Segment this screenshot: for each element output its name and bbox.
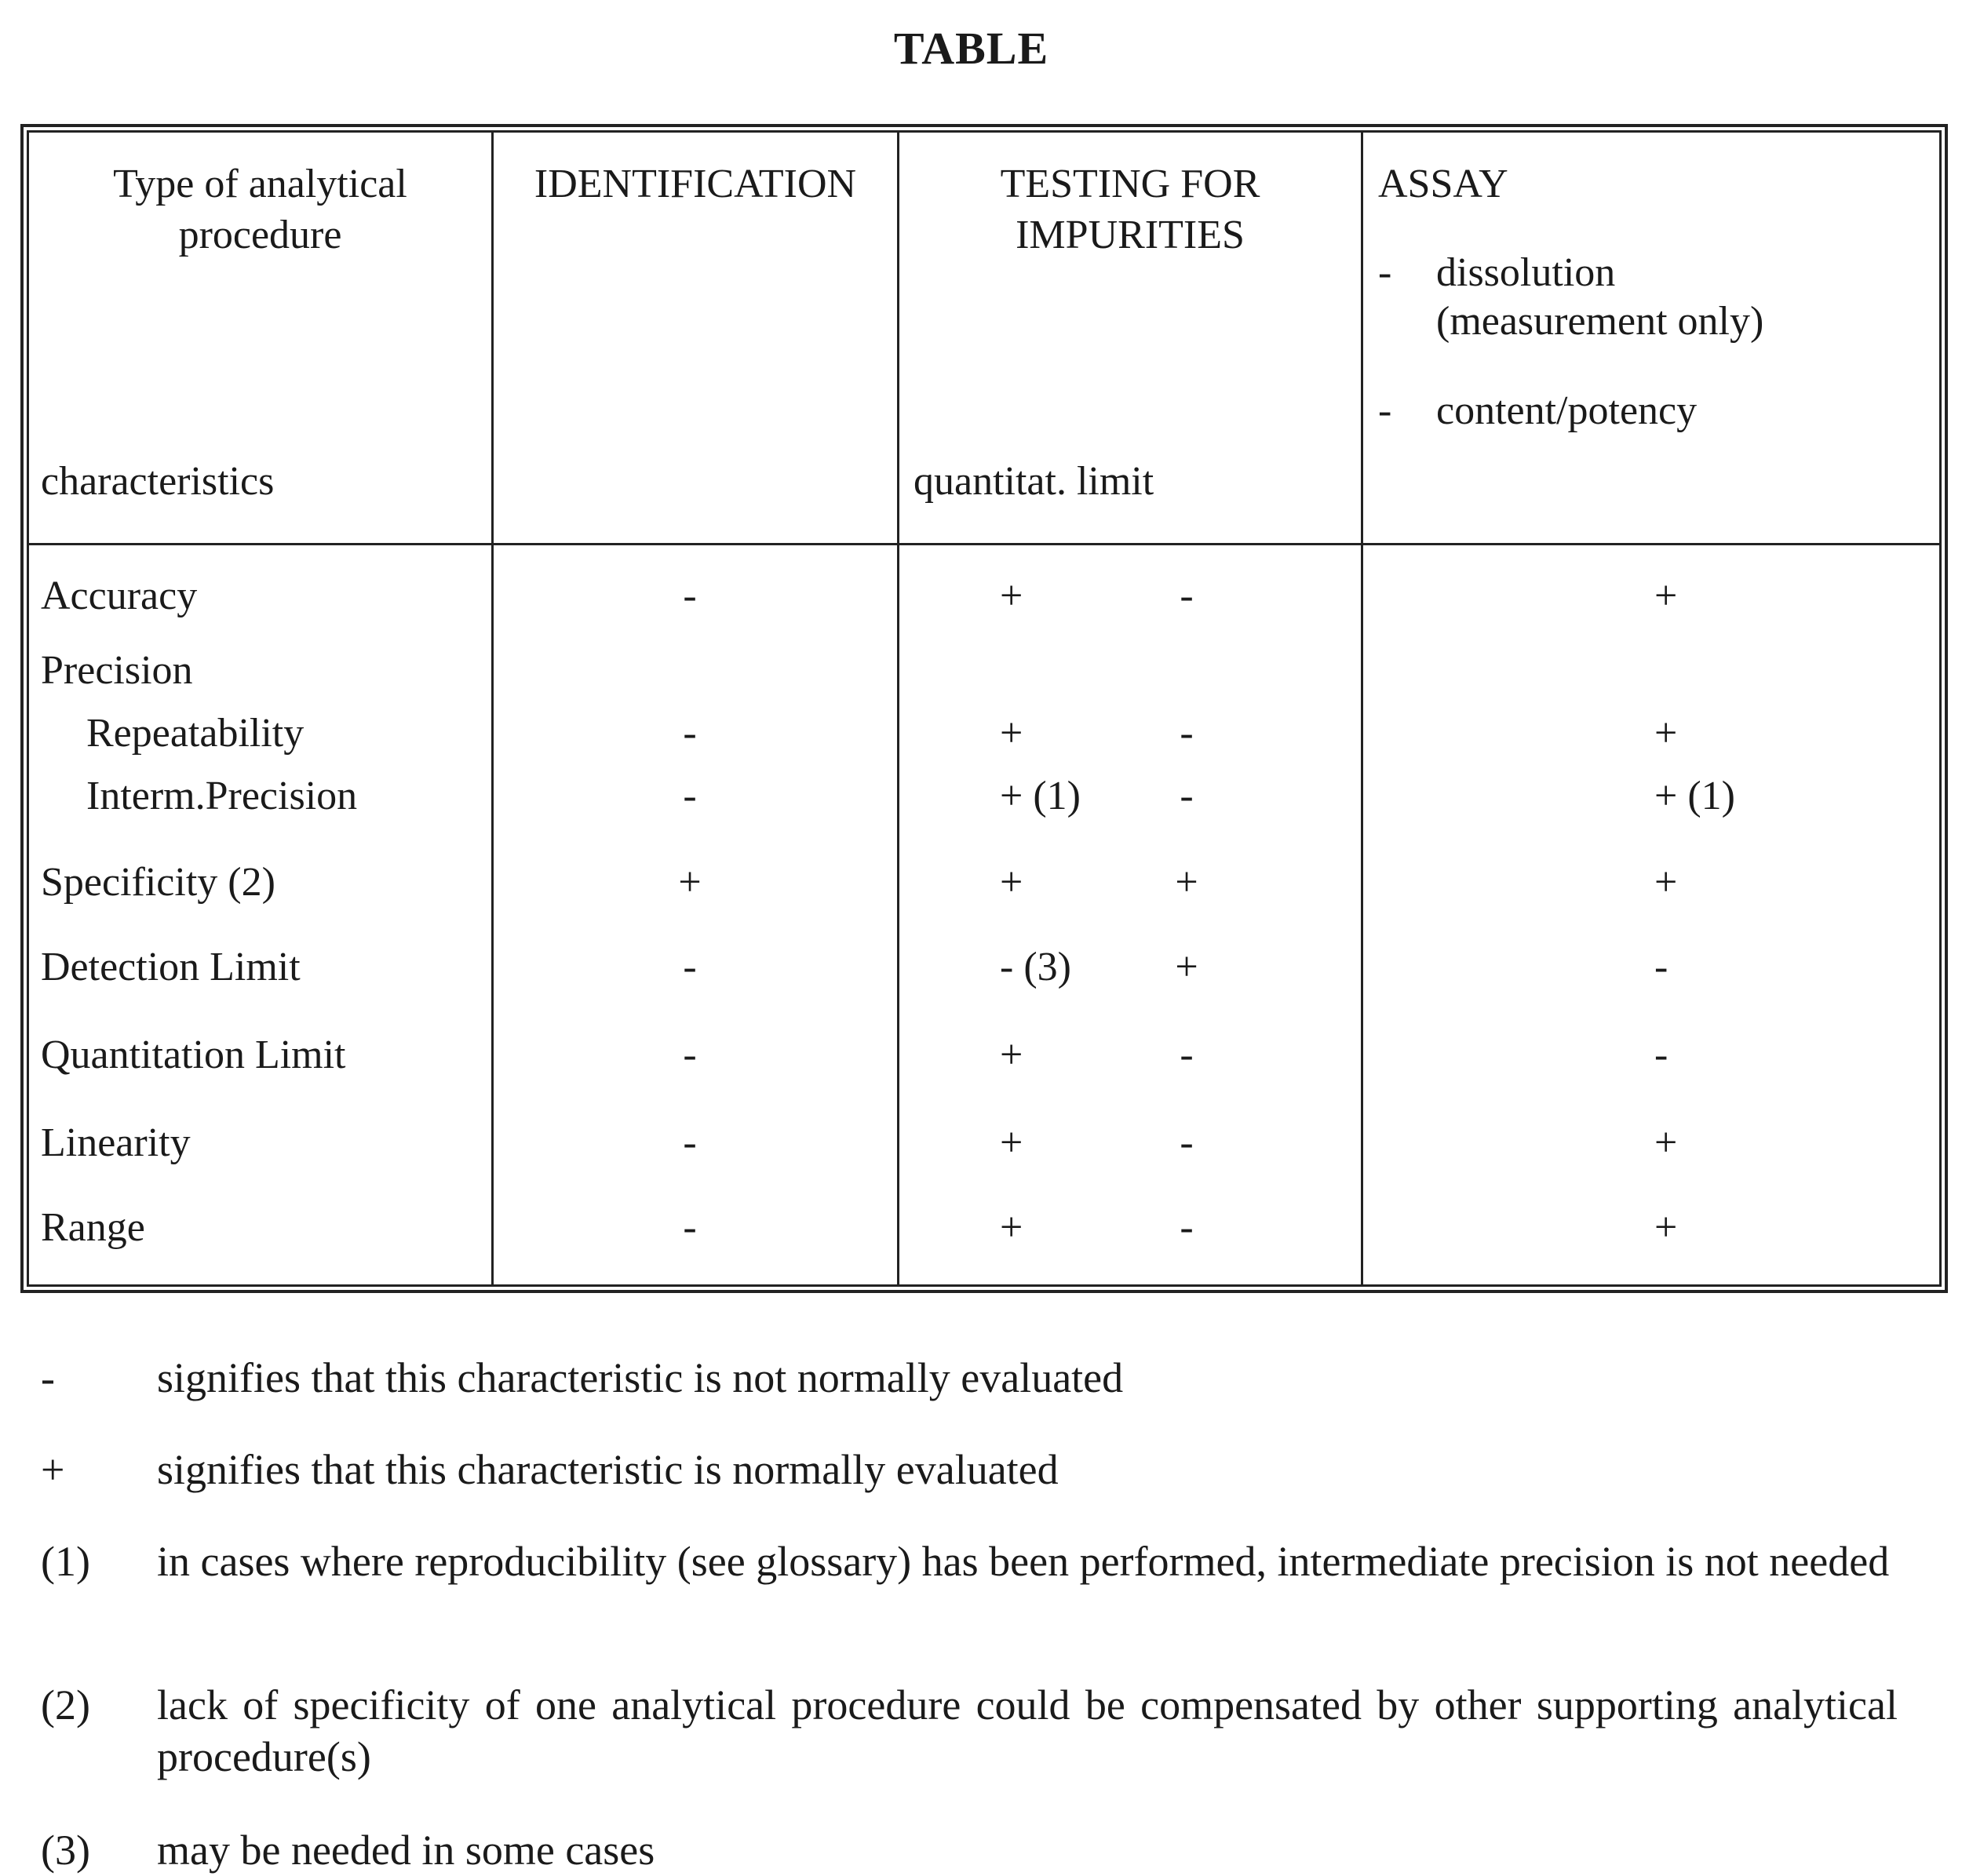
legend-symbol: -	[41, 1354, 55, 1401]
cell-assay: -	[1654, 1033, 1668, 1077]
header-assay-bullet-dash: -	[1378, 250, 1392, 295]
cell-impurities-quantitative: +	[1000, 1205, 1023, 1250]
cell-impurities-quantitative: +	[1000, 711, 1023, 756]
header-procedure-line1: Type of analytical	[113, 162, 407, 206]
legend-symbol: +	[41, 1446, 65, 1493]
cell-impurities-limit: -	[1180, 711, 1194, 756]
row-label-repeatability: Repeatability	[86, 711, 305, 756]
header-testing-impurities-line2: IMPURITIES	[1016, 213, 1245, 257]
row-label-precision: Precision	[41, 648, 193, 693]
header-assay-content-potency: content/potency	[1436, 388, 1698, 433]
row-label-specificity: Specificity (2)	[41, 860, 275, 905]
row-label-linearity: Linearity	[41, 1120, 191, 1165]
cell-identification: -	[683, 711, 697, 756]
legend-symbol: (1)	[41, 1538, 90, 1585]
column-divider	[491, 130, 494, 1287]
header-quantitat-limit: quantitat. limit	[914, 459, 1154, 504]
column-divider	[1361, 130, 1363, 1287]
cell-impurities-quantitative: +	[1000, 1120, 1023, 1165]
legend-text: lack of specificity of one analytical procedure could be compensated by other supporting analytical procedure(s)	[157, 1681, 1898, 1780]
legend-text: signifies that this characteristic is not normally evaluated	[157, 1354, 1124, 1401]
column-divider	[897, 130, 899, 1287]
cell-impurities-quantitative: +	[1000, 574, 1023, 618]
header-assay-dissolution: dissolution	[1436, 250, 1616, 295]
cell-assay: +	[1654, 1205, 1678, 1250]
cell-impurities-limit: -	[1180, 574, 1194, 618]
cell-impurities-quantitative: +	[1000, 1033, 1023, 1077]
row-label-quantitation-limit: Quantitation Limit	[41, 1033, 346, 1077]
cell-impurities-quantitative: +	[1000, 860, 1023, 905]
cell-impurities-limit: +	[1175, 945, 1198, 989]
header-assay-bullet-dash: -	[1378, 388, 1392, 433]
header-characteristics: characteristics	[41, 459, 275, 504]
cell-impurities-limit: -	[1180, 1205, 1194, 1250]
cell-impurities-limit: -	[1180, 1120, 1194, 1165]
cell-impurities-quantitative: - (3)	[1000, 945, 1071, 989]
row-label-range: Range	[41, 1205, 145, 1250]
row-label-interm-precision: Interm.Precision	[86, 774, 358, 818]
row-label-accuracy: Accuracy	[41, 574, 198, 618]
cell-impurities-limit: -	[1180, 1033, 1194, 1077]
cell-identification: -	[683, 574, 697, 618]
cell-assay: + (1)	[1654, 774, 1735, 818]
cell-identification: -	[683, 945, 697, 989]
cell-impurities-limit: +	[1175, 860, 1198, 905]
cell-identification: -	[683, 774, 697, 818]
header-assay: ASSAY	[1378, 162, 1508, 206]
cell-identification: -	[683, 1033, 697, 1077]
header-procedure-line2: procedure	[178, 213, 342, 257]
page-title: TABLE	[893, 23, 1049, 74]
cell-assay: -	[1654, 945, 1668, 989]
header-assay-measurement-only: (measurement only)	[1436, 299, 1764, 344]
cell-impurities-quantitative: + (1)	[1000, 774, 1081, 818]
header-identification: IDENTIFICATION	[534, 162, 857, 206]
cell-impurities-limit: -	[1180, 774, 1194, 818]
legend-text: in cases where reproducibility (see glossary) has been performed, intermediate precision is not needed	[157, 1538, 1890, 1585]
row-label-detection-limit: Detection Limit	[41, 945, 301, 989]
cell-assay: +	[1654, 860, 1678, 905]
cell-assay: +	[1654, 711, 1678, 756]
legend-symbol: (2)	[41, 1681, 90, 1728]
legend-text: signifies that this characteristic is normally evaluated	[157, 1446, 1059, 1493]
header-testing-impurities-line1: TESTING FOR	[1000, 162, 1260, 206]
cell-identification: +	[678, 860, 702, 905]
cell-assay: +	[1654, 574, 1678, 618]
legend-text: may be needed in some cases	[157, 1827, 655, 1874]
header-divider	[27, 543, 1942, 545]
cell-assay: +	[1654, 1120, 1678, 1165]
cell-identification: -	[683, 1205, 697, 1250]
cell-identification: -	[683, 1120, 697, 1165]
legend-symbol: (3)	[41, 1827, 90, 1874]
